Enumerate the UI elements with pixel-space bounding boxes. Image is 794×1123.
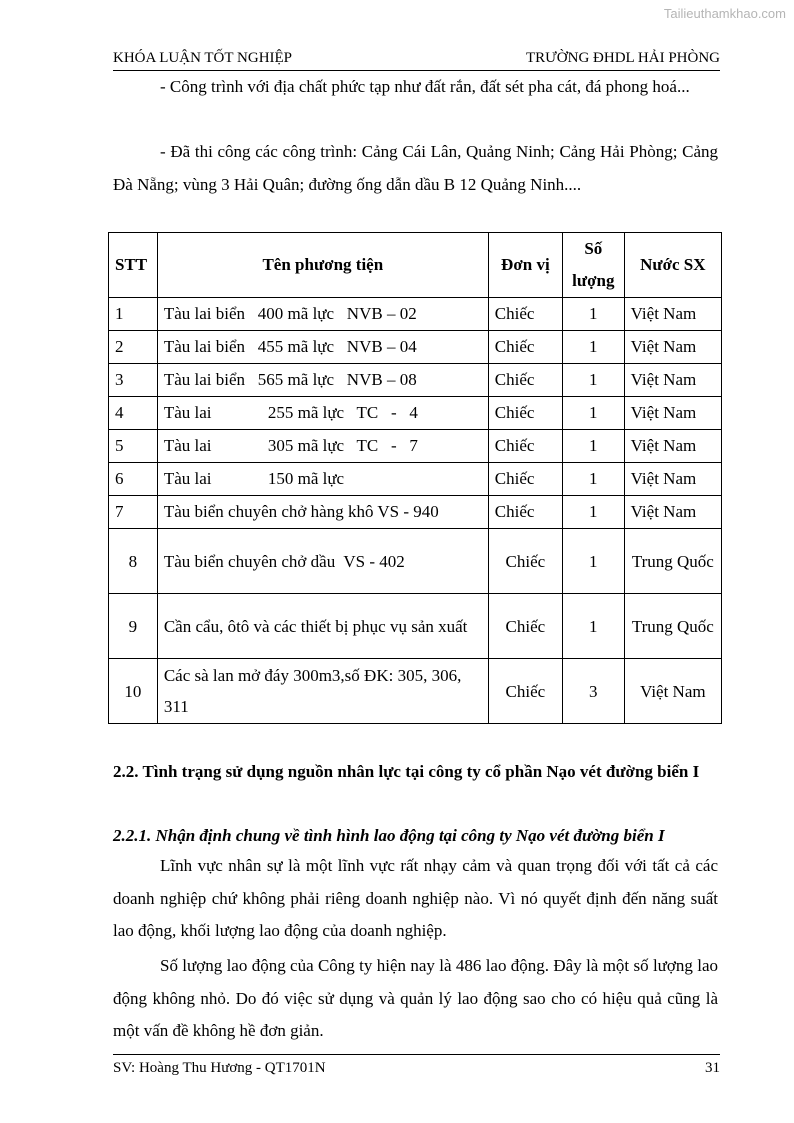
table-row: [109, 594, 722, 659]
col-header-stt: STT: [109, 233, 158, 298]
cell-qty: 1: [562, 430, 624, 463]
cell-stt: 3: [109, 364, 158, 397]
cell-name: [157, 463, 488, 496]
table-row: [109, 529, 722, 594]
cell-unit: Chiếc: [488, 331, 562, 364]
cell-stt: 5: [109, 430, 158, 463]
cell-qty: 1: [562, 298, 624, 331]
cell-unit: Chiếc: [488, 397, 562, 430]
col-header-name: Tên phương tiện: [157, 233, 488, 298]
subsection-heading: 2.2.1. Nhận định chung về tình hình lao động tại công ty Nạo vét đường biển I: [113, 826, 665, 845]
cell-nation: Việt Nam: [624, 298, 721, 331]
cell-unit: Chiếc: [488, 496, 562, 529]
col-header-qty: Số lượng: [562, 233, 624, 298]
page-footer: [113, 1054, 720, 1077]
cell-unit: Chiếc: [488, 594, 562, 659]
cell-vehicle-spec: 150 mã lực: [267, 469, 345, 488]
table-row: [109, 331, 722, 364]
table-row: [109, 659, 722, 724]
cell-stt: 6: [109, 463, 158, 496]
cell-nation: Việt Nam: [624, 331, 721, 364]
cell-stt: 1: [109, 298, 158, 331]
cell-vehicle-spec: 565 mã lực NVB – 08: [257, 370, 417, 389]
watermark: Tailieuthamkhao.com: [663, 6, 786, 21]
equipment-table: [108, 232, 722, 724]
page-number: 31: [705, 1060, 720, 1076]
page-header: [113, 49, 720, 71]
body-paragraph-2: Số lượng lao động của Công ty hiện nay là 486 lao động. Đây là một số lượng lao động không nhỏ. Do đó việc sử dụng và quản lý lao động sao cho có hiệu quả cũng là một vấn đề không hề đơn giản.: [113, 956, 718, 1040]
footer-student: SV: Hoàng Thu Hương - QT1701N: [113, 1060, 326, 1076]
table-row: [109, 496, 722, 529]
cell-name: [157, 298, 488, 331]
table-header-row: [109, 233, 722, 298]
cell-stt: 10: [109, 659, 158, 724]
cell-stt: 7: [109, 496, 158, 529]
cell-unit: Chiếc: [488, 430, 562, 463]
cell-vehicle-type: Tàu lai biển: [163, 370, 246, 389]
cell-nation: Việt Nam: [624, 659, 721, 724]
cell-name: Các sà lan mở đáy 300m3,số ĐK: 305, 306, 311: [157, 659, 488, 724]
header-university: TRƯỜNG ĐHDL HẢI PHÒNG: [526, 50, 720, 66]
cell-vehicle-type: Tàu lai: [163, 469, 212, 488]
table-row: [109, 397, 722, 430]
cell-nation: Trung Quốc: [624, 594, 721, 659]
cell-unit: Chiếc: [488, 298, 562, 331]
cell-stt: 9: [109, 594, 158, 659]
cell-qty: 1: [562, 496, 624, 529]
cell-vehicle-type: Tàu lai: [163, 403, 212, 422]
cell-name: [157, 364, 488, 397]
cell-stt: 8: [109, 529, 158, 594]
cell-nation: Việt Nam: [624, 496, 721, 529]
cell-qty: 3: [562, 659, 624, 724]
table-row: [109, 430, 722, 463]
cell-qty: 1: [562, 331, 624, 364]
cell-nation: Việt Nam: [624, 430, 721, 463]
intro-bullet-2: - Đã thi công các công trình: Cảng Cái Lân, Quảng Ninh; Cảng Hải Phòng; Cảng Đà Nẵng; vùng 3 Hải Quân; đường ống dẫn dầu B 12 Quảng Ninh....: [113, 142, 718, 194]
cell-vehicle-spec: 255 mã lực TC - 4: [267, 403, 418, 422]
cell-qty: 1: [562, 529, 624, 594]
cell-nation: Việt Nam: [624, 364, 721, 397]
cell-nation: Việt Nam: [624, 397, 721, 430]
cell-vehicle-type: Tàu lai biển: [163, 337, 246, 356]
cell-vehicle-spec: 400 mã lực NVB – 02: [257, 304, 417, 323]
cell-vehicle-type: Tàu lai biển: [163, 304, 246, 323]
col-header-nation: Nước SX: [624, 233, 721, 298]
cell-stt: 2: [109, 331, 158, 364]
cell-vehicle-spec: 305 mã lực TC - 7: [267, 436, 418, 455]
cell-nation: Trung Quốc: [624, 529, 721, 594]
cell-name: Tàu biển chuyên chở hàng khô VS - 940: [157, 496, 488, 529]
header-thesis-title: KHÓA LUẬN TỐT NGHIỆP: [113, 50, 293, 66]
cell-qty: 1: [562, 364, 624, 397]
table-row: [109, 364, 722, 397]
cell-name: [157, 397, 488, 430]
intro-bullet-1: - Công trình với địa chất phức tạp như đất rắn, đất sét pha cát, đá phong hoá...: [160, 77, 690, 96]
cell-name: [157, 430, 488, 463]
table-row: [109, 463, 722, 496]
cell-unit: Chiếc: [488, 463, 562, 496]
cell-name: Tàu biển chuyên chở dầu VS - 402: [157, 529, 488, 594]
cell-unit: Chiếc: [488, 659, 562, 724]
cell-stt: 4: [109, 397, 158, 430]
cell-vehicle-type: Tàu lai: [163, 436, 212, 455]
cell-unit: Chiếc: [488, 529, 562, 594]
cell-qty: 1: [562, 397, 624, 430]
body-paragraph-1: Lĩnh vực nhân sự là một lĩnh vực rất nhạy cảm và quan trọng đối với tất cả các doanh nghiệp chứ không phải riêng doanh nghiệp nào. Vì nó quyết định đến năng suất lao động, khối lượng lao động của doanh nghiệp.: [113, 856, 718, 940]
cell-unit: Chiếc: [488, 364, 562, 397]
cell-qty: 1: [562, 594, 624, 659]
table-row: [109, 298, 722, 331]
cell-vehicle-spec: 455 mã lực NVB – 04: [257, 337, 417, 356]
cell-qty: 1: [562, 463, 624, 496]
cell-name: [157, 331, 488, 364]
col-header-unit: Đơn vị: [488, 233, 562, 298]
cell-nation: Việt Nam: [624, 463, 721, 496]
section-heading: 2.2. Tình trạng sử dụng nguồn nhân lực tại công ty cổ phần Nạo vét đường biển I: [113, 762, 700, 781]
cell-name: Cần cẩu, ôtô và các thiết bị phục vụ sản xuất: [157, 594, 488, 659]
